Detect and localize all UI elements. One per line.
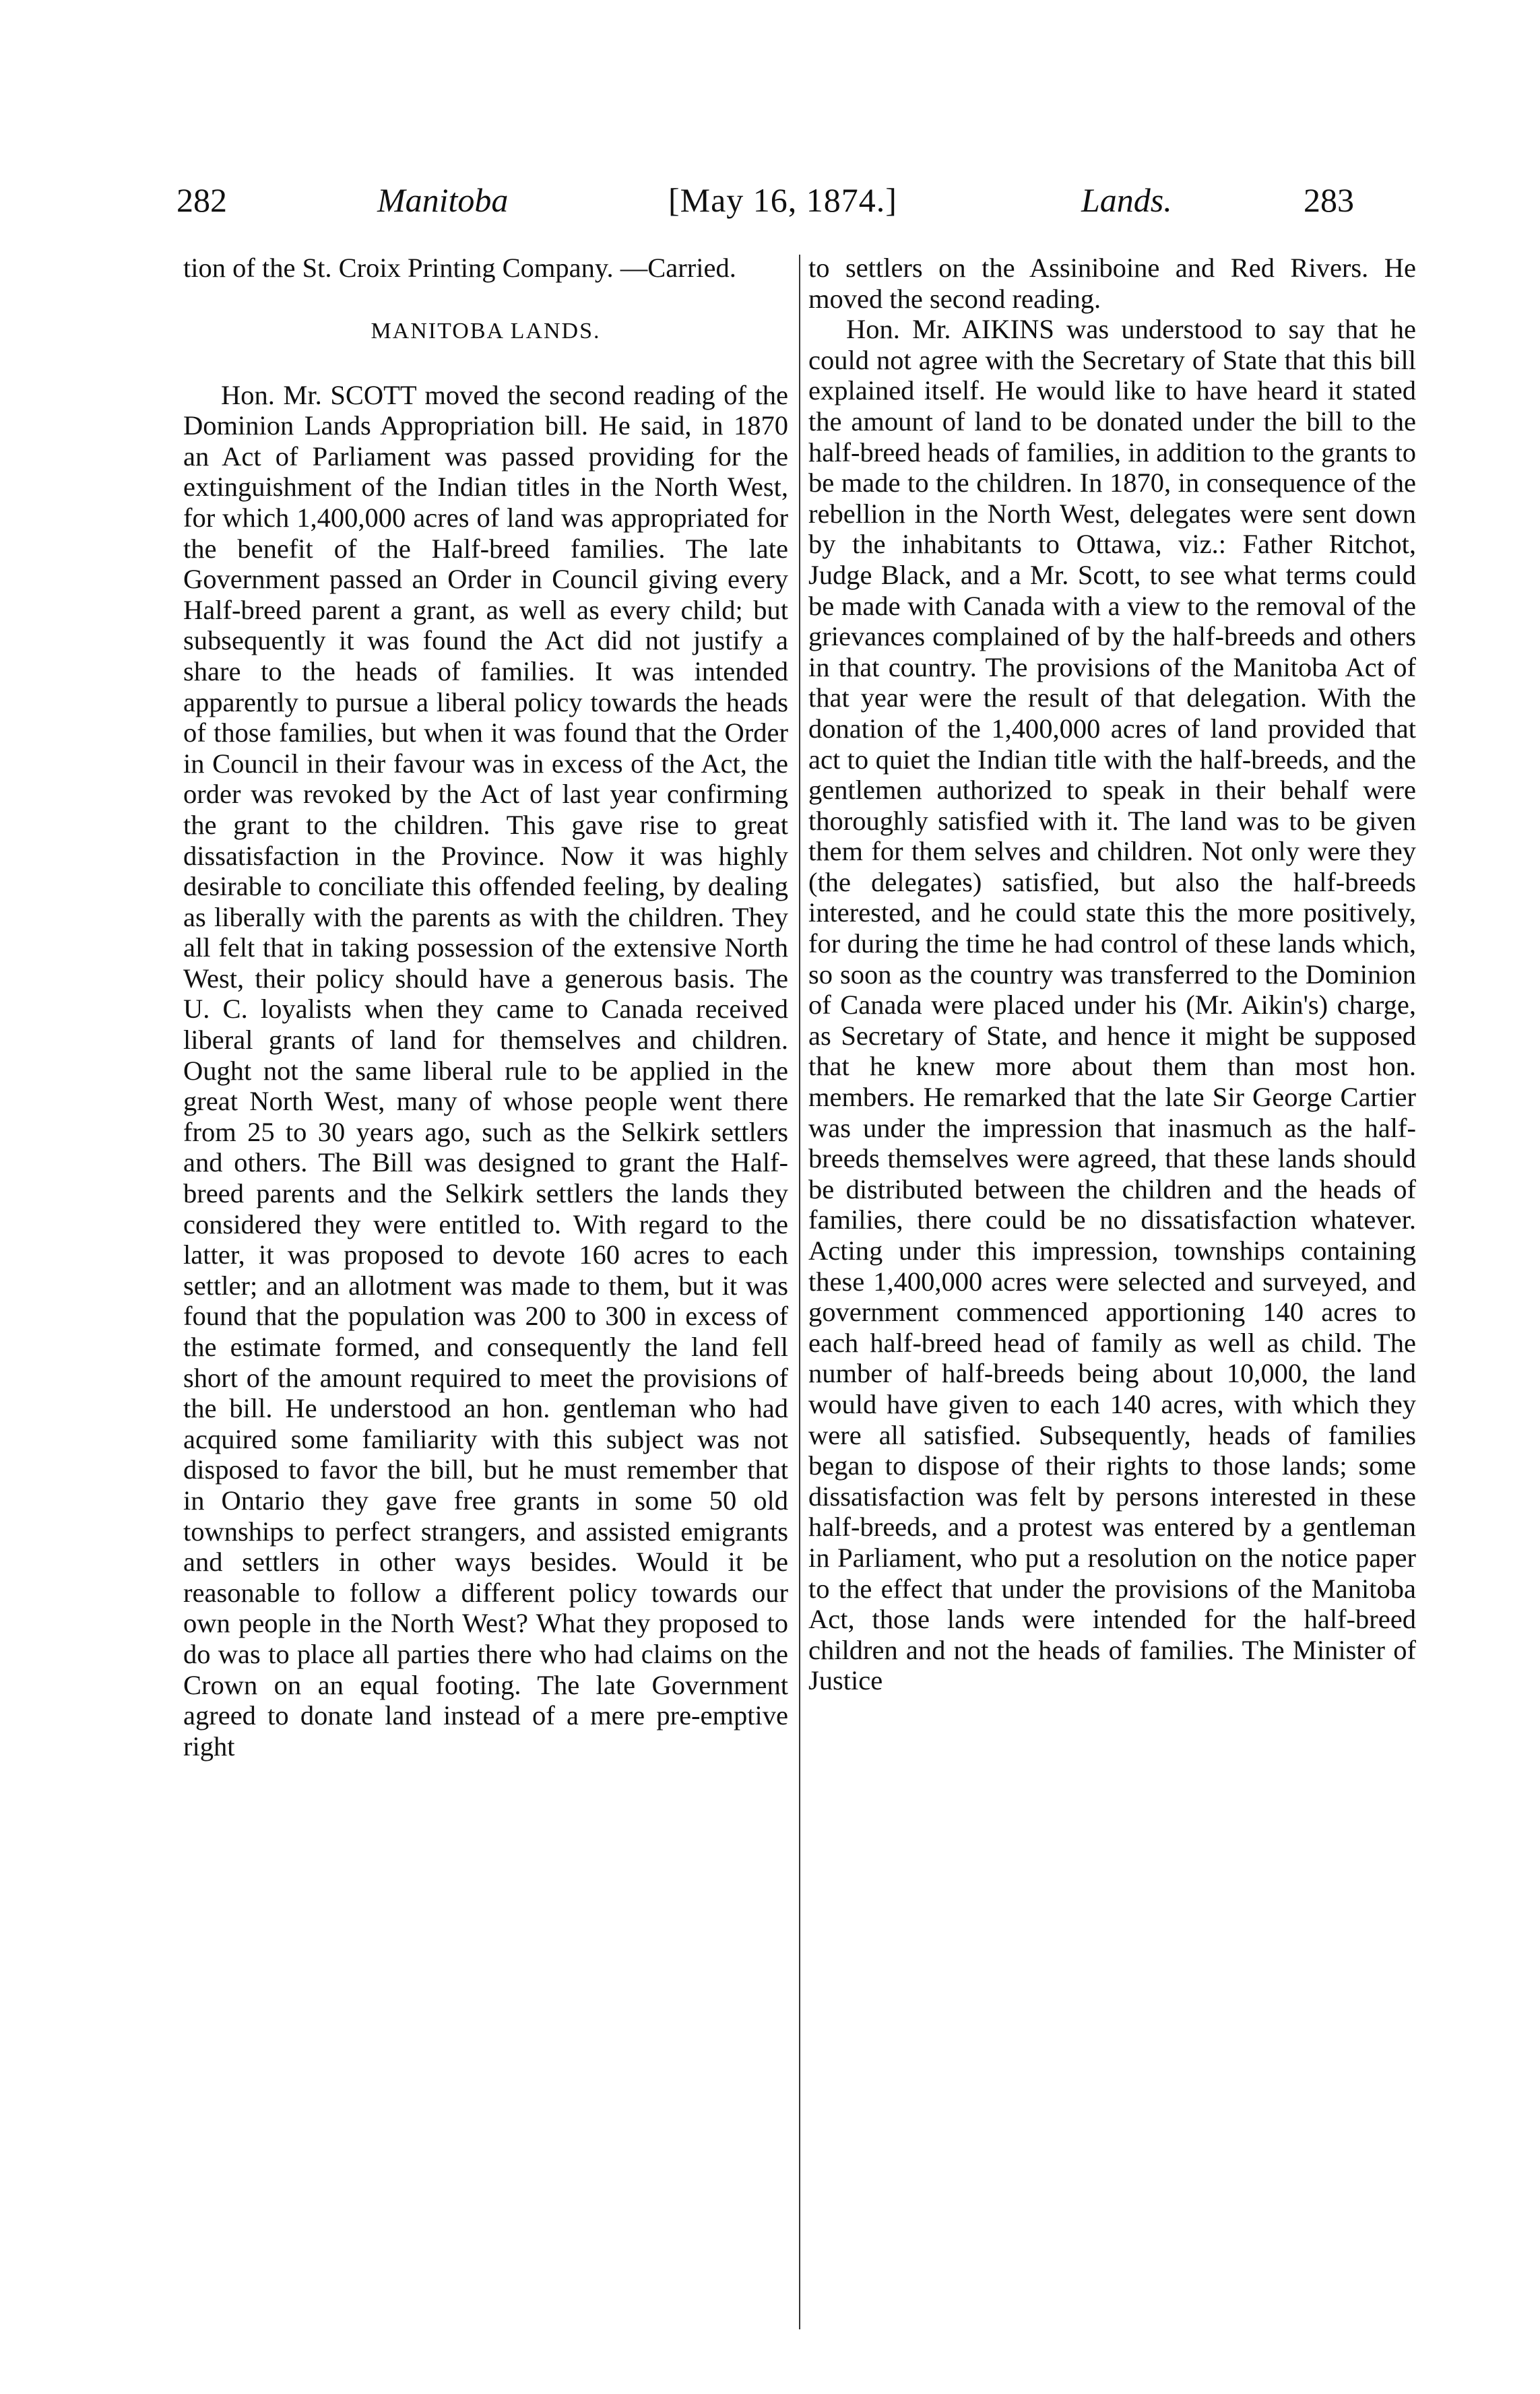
running-date: [May 16, 1874.] — [668, 181, 897, 219]
running-title-right: Lands. — [1081, 181, 1172, 219]
right-paragraph-aikins-speech: Hon. Mr. AIKINS was understood to say that he could not agree with the Secretary of State that this bill explained itself. He would like to have heard it stated the amount of land to be donated under the bill to the half-breed heads of families, in addition to the grants to be made to the children. In 1870, in consequence of the rebellion in the North West, delegates were sent down by the inhabitants to Ottawa, viz.: Father Ritchot, Judge Black, and a Mr. Scott, to see what terms could be made with Canada with a view to the removal of the grievances complained of by the half-breeds and others in that country. The provisions of the Manitoba Act of that year were the result of that delegation. With the donation of the 1,400,000 acres of land provided that act to quiet the Indian title with the half-breeds, and the gentlemen authorized to speak in their behalf were thoroughly satisfied with it. The land was to be given them for them selves and children. Not only were they (the delegates) satisfied, but also the half-breeds interested, and he could state this the more positively, for during the time he had control of these lands which, so soon as the country was transferred to the Dominion of Canada were placed under his (Mr. Aikin's) charge, as Secretary of State, and hence it might be supposed that he knew more about them than most hon. members. He remarked that the late Sir George Cartier was under the impression that inasmuch as the half-breeds themselves were agreed, that these lands should be distributed between the children and the heads of families, there could be no dissatisfaction whatever. Acting under this impression, townships containing these 1,400,000 acres were selected and surveyed, and government commenced apportioning 140 acres to each half-breed head of family as well as child. The number of half-breeds being about 10,000, the land would have given to each 140 acres, with which they were all satisfied. Subsequently, heads of families began to dispose of their rights to those lands; some dissatisfaction was felt by persons interested in these half-breeds, and a protest was entered by a gentleman in Parliament, who put a resolution on the notice paper to the effect that under the provisions of the Manitoba Act, those lands were intended for the half-breed children and not the heads of families. The Minister of Justice — [808, 314, 1416, 1696]
section-heading: MANITOBA LANDS. — [371, 318, 601, 344]
right-column — [808, 253, 1416, 1696]
left-paragraph-continuation: tion of the St. Croix Printing Company. —Carried. — [183, 253, 736, 283]
page-number-right: 283 — [1304, 181, 1354, 219]
left-paragraph-scott-speech: Hon. Mr. SCOTT moved the second reading of the Dominion Lands Appropriation bill. He said, in 1870 an Act of Parliament was passed providing for the extinguishment of the Indian titles in the North West, for which 1,400,000 acres of land was appropriated for the benefit of the Half-breed families. The late Government passed an Order in Council giving every Half-breed parent a grant, as well as every child; but subsequently it was found the Act did not justify a share to the heads of families. It was intended apparently to pursue a liberal policy towards the heads of those families, but when it was found that the Order in Council in their favour was in excess of the Act, the order was revoked by the Act of last year confirming the grant to the children. This gave rise to great dissatisfaction in the Province. Now it was highly desirable to conciliate this offended feeling, by dealing as liberally with the parents as with the children. They all felt that in taking possession of the extensive North West, their policy should have a generous basis. The U. C. loyalists when they came to Canada received liberal grants of land for themselves and children. Ought not the same liberal rule to be applied in the great North West, many of whose people went there from 25 to 30 years ago, such as the Selkirk settlers and others. The Bill was designed to grant the Half-breed parents and the Selkirk settlers the lands they considered they were entitled to. With regard to the latter, it was proposed to devote 160 acres to each settler; and an allotment was made to them, but it was found that the population was 200 to 300 in excess of the estimate formed, and consequently the land fell short of the amount required to meet the provisions of the bill. He understood an hon. gentleman who had acquired some familiarity with this subject was not disposed to favor the bill, but he must remember that in Ontario they gave free grants in some 50 old townships to perfect strangers, and assisted emigrants and settlers in other ways besides. Would it be reasonable to follow a different policy towards our own people in the North West? What they proposed to do was to place all parties there who had claims on the Crown on an equal footing. The late Government agreed to donate land instead of a mere pre-emptive right — [183, 379, 788, 1761]
right-paragraph-continuation: to settlers on the Assiniboine and Red Rivers. He moved the second reading. — [808, 253, 1416, 314]
column-divider — [799, 255, 800, 2329]
running-head — [0, 176, 1540, 230]
page-number-left: 282 — [177, 181, 227, 219]
running-title-left: Manitoba — [377, 181, 509, 219]
left-column — [183, 253, 788, 1761]
